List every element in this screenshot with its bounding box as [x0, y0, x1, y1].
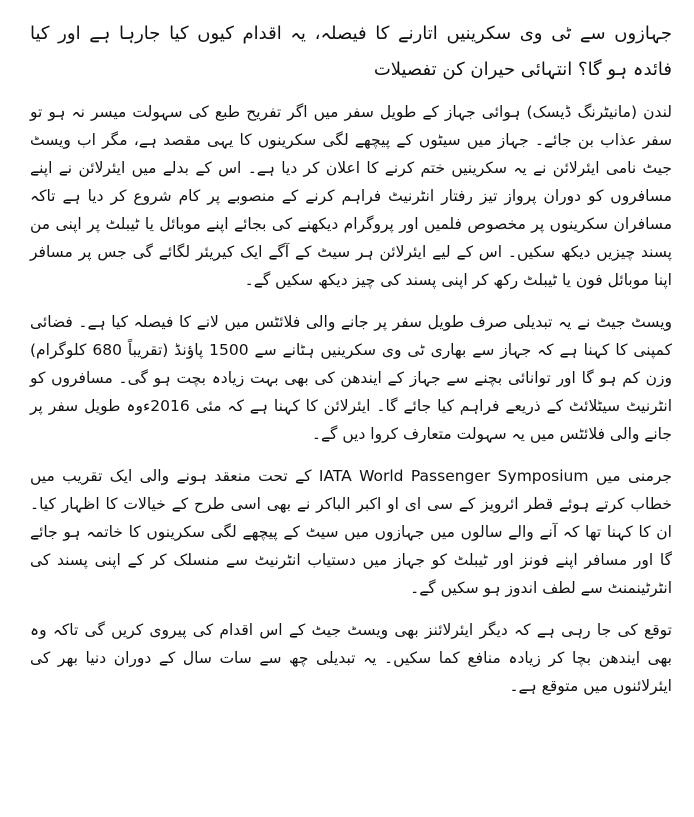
article-headline: جہازوں سے ٹی وی سکرینیں اتارنے کا فیصلہ، یہ اقدام کیوں کیا جارہا ہے اور کیا فائدہ ہو گا؟ انتہائی حیران کن تفصیلات: [30, 23, 672, 80]
article-paragraph: توقع کی جا رہی ہے کہ دیگر ایئرلائنز بھی ویسٹ جیٹ کے اس اقدام کی پیروی کریں گی تاکہ وہ بھی ایندھن بچا کر زیادہ منافع کما سکیں۔ یہ تبدیلی چھ سے سات سال کے دوران دنیا بھر کی ایئرلائنوں میں متوقع ہے۔: [30, 621, 672, 695]
article-paragraph: ویسٹ جیٹ نے یہ تبدیلی صرف طویل سفر پر جانے والی فلائٹس میں لانے کا فیصلہ کیا ہے۔ فضائی کمپنی کا کہنا ہے کہ جہاز سے بھاری ٹی وی سکرینیں ہٹانے سے 1500 پاﺅنڈ (تقریباً 680 کلوگرام) وزن کم ہو گا اور توانائی بچنے سے جہاز کے ایندھن کی بھی بہت زیادہ بچت ہو گی۔ مسافروں کو انٹرنیٹ سیٹلائٹ کے ذریعے فراہم کیا جائے گا۔ ایئرلائن کا کہنا ہے کہ مئی 2016ءوہ طویل سفر پر جانے والی فلائٹس میں یہ سہولت متعارف کروا دیں گے۔: [30, 313, 673, 443]
article-paragraph: لندن (مانیٹرنگ ڈیسک) ہوائی جہاز کے طویل سفر میں اگر تفریح طبع کی سہولت میسر نہ ہو تو سفر عذاب بن جائے۔ جہاز میں سیٹوں کے پیچھے لگی سکرینوں کا یہی مقصد ہے، مگر اب ویسٹ جیٹ نامی ایئرلائن نے یہ سکرینیں ختم کرنے کا اعلان کر دیا ہے۔ اس کے بدلے میں ایئرلائن نے اپنے مسافروں کو دوران پرواز تیز رفتار انٹرنیٹ فراہم کرنے کے منصوبے پر کام شروع کر دیا ہے تاکہ مسافران سکرینوں پر مخصوص فلمیں اور پروگرام دیکھنے کی بجائے اپنے موبائل یا ٹیبلٹ پر اپنی من پسند چیزیں دیکھ سکیں۔ اس کے لیے ایئرلائن ہر سیٹ کے آگے ایک کیریئر لگائے گی جس پر مسافر اپنا موبائل فون یا ٹیبلٹ رکھ کر اپنی پسند کی چیز دیکھ سکیں گے۔: [30, 103, 672, 289]
article-paragraph: جرمنی میں IATA World Passenger Symposium کے تحت منعقد ہونے والی ایک تقریب میں خطاب کرتے ہوئے قطر ائرویز کے سی ای او اکبر الباکر نے بھی اسی طرح کے خیالات کا اظہار کیا۔ ان کا کہنا تھا کہ آنے والے سالوں میں جہازوں میں سیٹ کے پیچھے لگی سکرینوں کا خاتمہ ہو جائے گا اور مسافر اپنے فونز اور ٹیبلٹ کو جہاز میں دستیاب انٹرنیٹ سے منسلک کر کے اپنی پسند کی انٹرٹینمنٹ سے لطف اندوز ہو سکیں گے۔: [30, 467, 673, 597]
